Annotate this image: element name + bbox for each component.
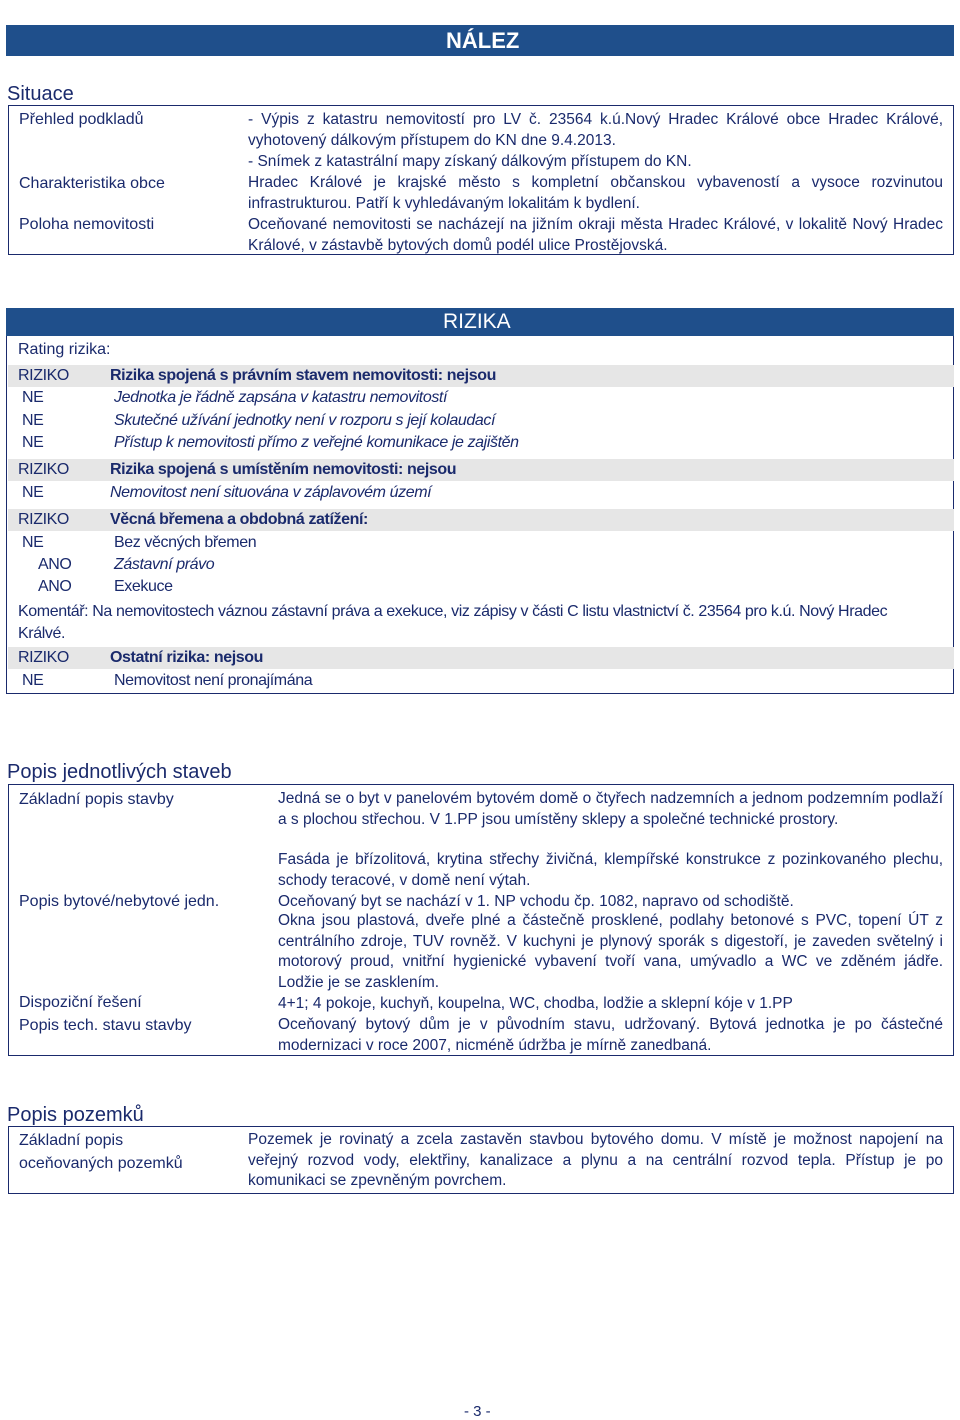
rizika-title: RIZIKA	[443, 310, 511, 333]
riziko-title: Rizika spojená s právním stavem nemovitosti: nejsou	[110, 367, 496, 384]
stavby-text-4: Okna jsou plastová, dveře plné a částečně prosklené, podlahy betonové s PVC, topení ÚT z centrálního zdroje, TUV rovněž. V kuchyni je plynový sporák s digestoří, je zaveden světelný i motorový proud, vnitřní hygienické vybavení tvoří vana, umývadlo a WC ve zděném jádře. Lodžie je se zasklením.	[278, 912, 943, 991]
riziko-item	[8, 532, 954, 554]
rizika-bar	[6, 308, 954, 336]
riziko-title: Věcná břemena a obdobná zatížení:	[110, 511, 368, 528]
situace-text-podklady-1: - Výpis z katastru nemovitostí pro LV č. 23564 k.ú.Nový Hradec Králové obce Hradec Králové, vyhotovený dálkovým přístupem do KN dne 9.4.2013.	[248, 111, 943, 149]
stavby-text-3: Oceňovaný byt se nachází v 1. NP vchodu čp. 1082, napravo od schodiště.	[278, 893, 794, 910]
stavby-label-dispozice: Dispoziční řešení	[19, 994, 142, 1011]
riziko-title: Rizika spojená s umístěním nemovitosti: nejsou	[110, 461, 457, 478]
situace-text-obec: Hradec Králové je krajské město s kompletní občanskou vybaveností a vysoce rozvinutou infrastrukturou. Patří k vyhledávaným lokalitám k bydlení.	[248, 174, 943, 212]
riziko-code: RIZIKO	[18, 649, 69, 666]
riziko-item	[8, 576, 954, 598]
riziko-row-ostatni	[8, 647, 954, 669]
situace-label-obec: Charakteristika obce	[19, 175, 165, 192]
pozemky-label-1: Základní popis	[19, 1132, 124, 1149]
stavby-label-zakladni: Základní popis stavby	[19, 791, 174, 808]
riziko-item-text: Jednotka je řádně zapsána v katastru nemovitostí	[114, 389, 448, 406]
riziko-item-code: ANO	[38, 578, 72, 595]
riziko-item-text: Zástavní právo	[114, 556, 215, 573]
riziko-item-code: ANO	[38, 556, 72, 573]
riziko-item-text: Přístup k nemovitosti přímo z veřejné komunikace je zajištěn	[114, 434, 519, 451]
stavby-text-1: Jedná se o byt v panelovém bytovém domě o čtyřech nadzemních a jednom podzemním podlaží a s plochou střechou. V 1.PP jsou umístěny sklepy a společné technické prostory.	[278, 790, 943, 828]
riziko-item-code: NE	[22, 484, 44, 501]
riziko-code: RIZIKO	[18, 367, 69, 384]
riziko-item-text: Bez věcných břemen	[114, 534, 257, 551]
situace-table	[8, 105, 954, 255]
riziko-item-text: Nemovitost není pronajímána	[114, 672, 313, 689]
stavby-label-tech: Popis tech. stavu stavby	[19, 1017, 192, 1034]
situace-text-poloha: Oceňované nemovitosti se nacházejí na jižním okraji města Hradec Králové, v lokalitě Nový Hradec Králové, v zástavbě bytových domů podél ulice Prostějovská.	[248, 216, 943, 254]
riziko-item-text: Exekuce	[114, 578, 173, 595]
situace-text-podklady-2: - Snímek z katastrální mapy získaný dálkovým přístupem do KN.	[248, 153, 692, 170]
riziko-item	[8, 554, 954, 576]
pozemky-table	[8, 1126, 954, 1194]
pozemky-title: Popis pozemků	[7, 1104, 144, 1126]
riziko-item	[8, 482, 954, 504]
stavby-title: Popis jednotlivých staveb	[7, 761, 232, 783]
pozemky-text: Pozemek je rovinatý a zcela zastavěn stavbou bytového domu. V místě je možnost napojení na veřejný rozvod vody, elektřiny, kanalizace a plynu a na centrální rozvod tepla. Přístup je po komunikaci se zpevněným povrchem.	[248, 1131, 943, 1189]
riziko-item	[8, 670, 954, 692]
riziko-item-text: Nemovitost není situována v záplavovém území	[110, 484, 432, 501]
riziko-item-code: NE	[22, 412, 44, 429]
riziko-row-pravni	[8, 365, 954, 387]
stavby-text-6: Oceňovaný bytový dům je v původním stavu, udržovaný. Bytová jednotka je po částečné modernizaci v roce 2007, nicméně údržba je mírně zanedbaná.	[278, 1016, 943, 1054]
page-number: - 3 -	[464, 1403, 491, 1420]
riziko-item-text: Skutečné užívání jednotky není v rozporu s její kolaudací	[114, 412, 495, 429]
pozemky-label-2: oceňovaných pozemků	[19, 1155, 183, 1172]
rizika-komentar: Komentář: Na nemovitostech váznou zástavní práva a exekuce, viz zápisy v části C listu vlastnictví č. 23564 pro k.ú. Nový Hradec Králvé.	[18, 603, 888, 642]
stavby-text-2: Fasáda je břízolitová, krytina střechy živičná, klempířské konstrukce z pozinkovaného plechu, schody teracové, v domě není výtah.	[278, 851, 943, 889]
page-title: NÁLEZ	[446, 28, 520, 53]
riziko-item-code: NE	[22, 534, 44, 551]
riziko-code: RIZIKO	[18, 511, 69, 528]
riziko-item	[8, 432, 954, 454]
situace-title: Situace	[7, 83, 74, 105]
riziko-row-bremena	[8, 509, 954, 531]
situace-label-podklady: Přehled podkladů	[19, 111, 144, 128]
riziko-item	[8, 387, 954, 409]
riziko-title: Ostatní rizika: nejsou	[110, 649, 264, 666]
riziko-item-code: NE	[22, 672, 44, 689]
stavby-label-bytove: Popis bytové/nebytové jedn.	[19, 893, 220, 910]
riziko-item-code: NE	[22, 434, 44, 451]
riziko-row-umisteni	[8, 459, 954, 481]
stavby-text-5: 4+1; 4 pokoje, kuchyň, koupelna, WC, chodba, lodžie a sklepní kóje v 1.PP	[278, 995, 793, 1012]
header-bar	[6, 25, 954, 56]
riziko-item-code: NE	[22, 389, 44, 406]
riziko-item	[8, 410, 954, 432]
stavby-table	[8, 784, 954, 1056]
rating-label: Rating rizika:	[18, 341, 111, 358]
situace-label-poloha: Poloha nemovitosti	[19, 216, 155, 233]
riziko-code: RIZIKO	[18, 461, 69, 478]
